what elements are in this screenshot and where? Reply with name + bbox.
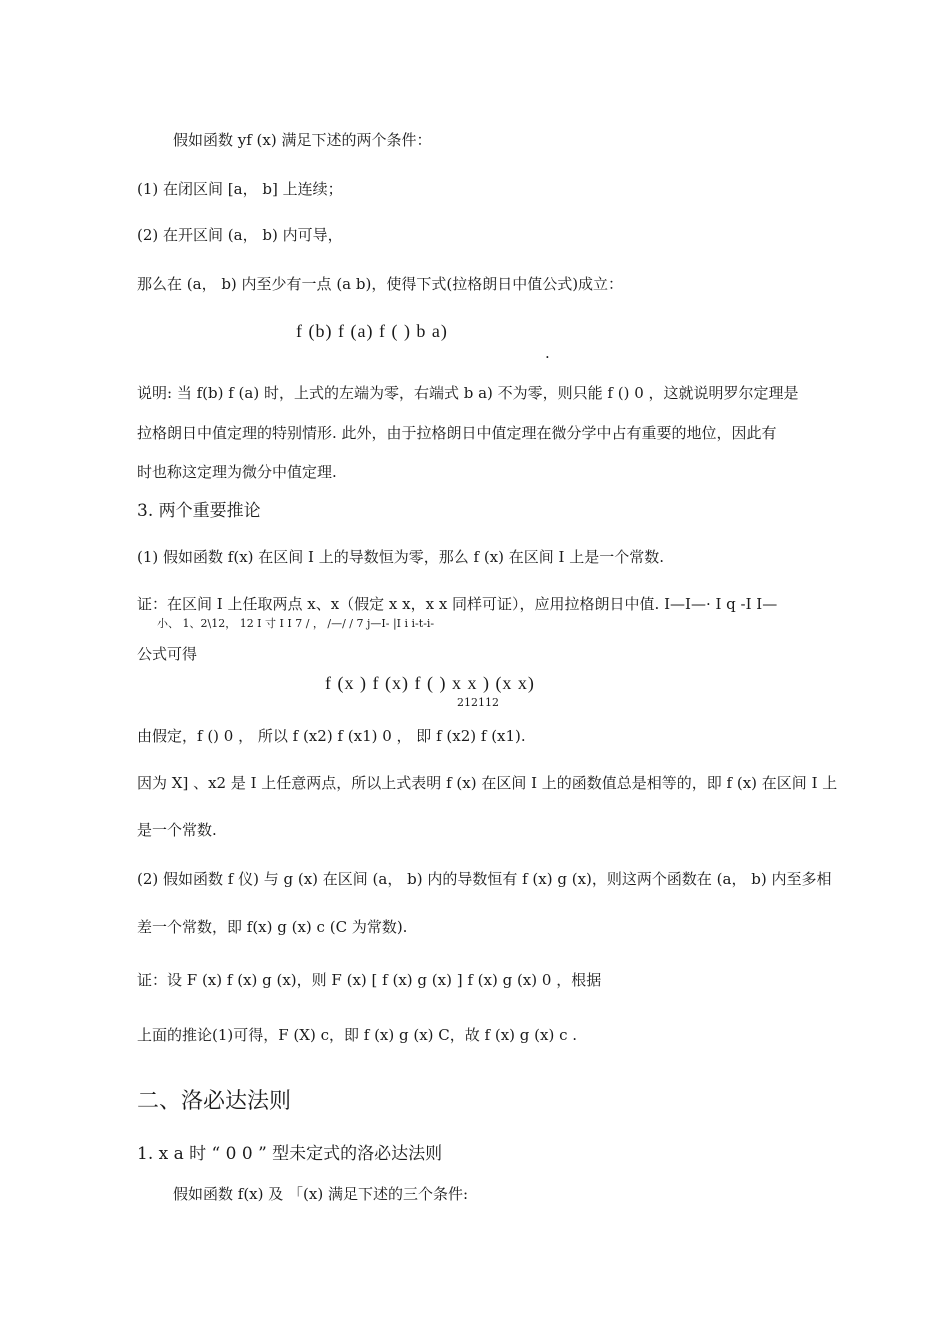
proof-1-line-4: 由假定，f () 0 ， 所以 f (x2) f (x1) 0 ， 即 f (x2) f (x1). [137,727,526,745]
corollary-2-line-1: (2) 假如函数 f 仪) 与 g (x) 在区间 (a， b) 内的导数恒有 f (x) g (x)，则这两个函数在 (a， b) 内至多相 [137,870,832,888]
condition-1: (1) 在闭区间 [a， b] 上连续； [137,180,343,198]
proof-1-line-6: 是一个常数. [137,821,217,839]
subsection-heading-1: 1. x a 时 “ 0 0 ” 型未定式的洛必达法则 [137,1144,443,1164]
formula-dot: . [545,344,550,362]
condition-2: (2) 在开区间 (a， b) 内可导， [137,226,343,244]
proof-1-line-5: 因为 X] 、x2 是 I 上任意两点，所以上式表明 f (x) 在区间 I 上的函数值总是相等的，即 f (x) 在区间 I 上 [137,774,838,792]
proof-1-line-3: 公式可得 [137,645,198,663]
lhopital-intro: 假如函数 f(x) 及 「(x) 满足下述的三个条件: [173,1185,469,1203]
proof-2-line-2: 上面的推论(1)可得，F (X) c，即 f (x) g (x) C，故 f (x) g (x) c . [137,1026,578,1044]
note-line-3: 时也称这定理为微分中值定理. [137,463,337,481]
intro-line: 假如函数 yf (x) 满足下述的两个条件： [173,131,432,149]
conclusion-line: 那么在 (a， b) 内至少有一点 (a b)，使得下式(拉格朗日中值公式)成立： [137,275,624,293]
proof-1-line-2: 小、 1、2\12， 12 I 寸 I I 7 / ， /—/ / 7 j—I- |I i i-t-i- [157,617,435,630]
proof-2-line-1: 证：设 F (x) f (x) g (x)，则 F (x) [ f (x) g (x) ] f (x) g (x) 0 ，根据 [137,971,602,989]
proof-formula: f (x ) f (x) f ( ) x x ) (x x) [325,673,535,693]
proof-1-line-1: 证：在区间 I 上任取两点 x、x（假定 x x，x x 同样可证），应用拉格朗日中值. I—I—· I q -I I— [137,595,778,613]
section-heading-3: 3. 两个重要推论 [137,501,261,521]
proof-formula-subscripts: 212112 [457,696,499,709]
note-line-1: 说明: 当 f(b) f (a) 时，上式的左端为零，右端式 b a) 不为零，则只能 f () 0 ，这就说明罗尔定理是 [137,384,799,402]
chapter-heading: 二、洛必达法则 [137,1089,292,1114]
corollary-1: (1) 假如函数 f(x) 在区间 I 上的导数恒为零，那么 f (x) 在区间 I 上是一个常数. [137,548,664,566]
lagrange-formula: f (b) f (a) f ( ) b a) [296,321,448,341]
note-line-2: 拉格朗日中值定理的特别情形. 此外，由于拉格朗日中值定理在微分学中占有重要的地位，因此有 [137,424,777,442]
corollary-2-line-2: 差一个常数，即 f(x) g (x) c (C 为常数). [137,918,408,936]
